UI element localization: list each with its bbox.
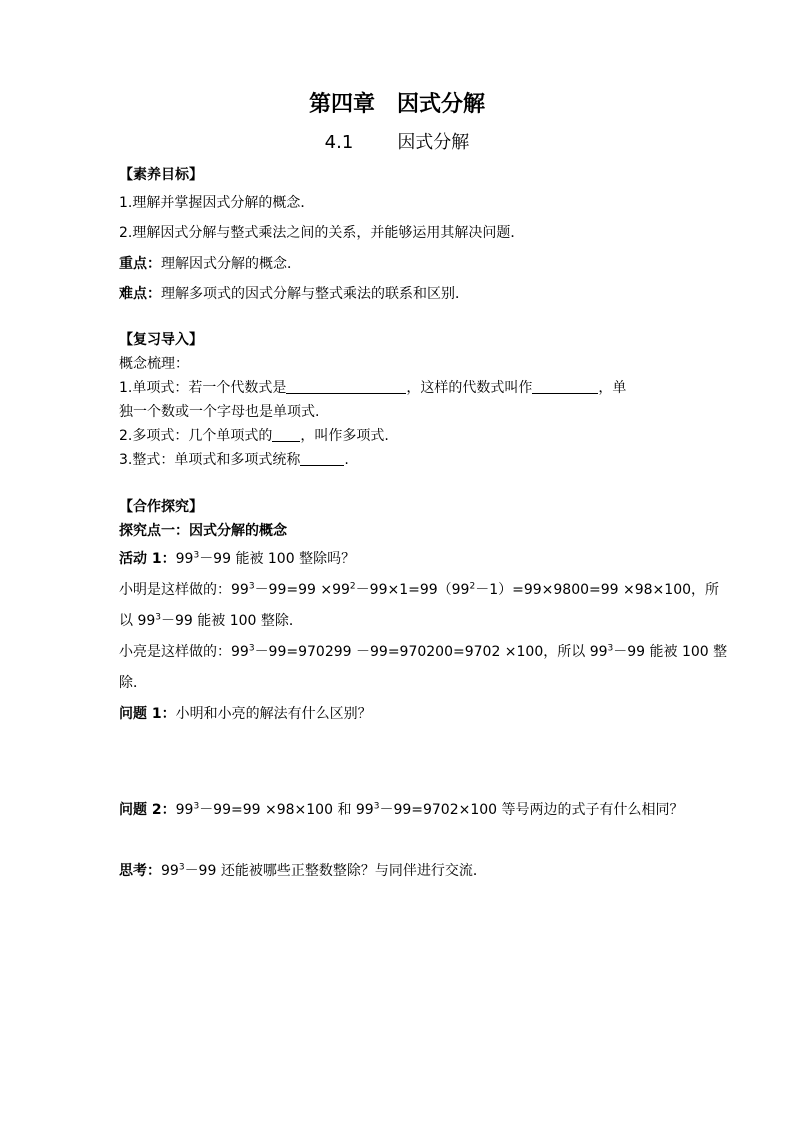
think-label: 思考：	[119, 863, 161, 879]
ming-solution-cont	[119, 611, 679, 631]
liang-solution-cont: 除．	[119, 675, 147, 691]
review-line-3	[119, 450, 679, 470]
ming2-text-a: 以 99	[119, 613, 156, 629]
activity-text-b: －99 能被 100 整除吗？	[199, 551, 356, 567]
goal-item-2: 2.理解因式分解与整式乘法之间的关系，并能够运用其解决问题．	[119, 225, 525, 241]
blank-2[interactable]	[532, 378, 598, 394]
exponent: 3	[373, 801, 380, 812]
review-line-1-text-b: ，这样的代数式叫作	[406, 380, 533, 396]
liang-solution	[119, 642, 728, 662]
ming-text-c: －99×1=99（99	[355, 582, 470, 598]
blank-1[interactable]	[286, 378, 406, 394]
think-text-b: －99 还能被哪些正整数整除？与同伴进行交流．	[184, 863, 487, 879]
chapter-title: 第四章 因式分解	[308, 92, 485, 117]
question-1-text: 小明和小亮的解法有什么区别？	[175, 706, 372, 722]
think-prompt	[119, 861, 679, 881]
ming-solution	[119, 580, 720, 600]
activity-text-a: 99	[175, 551, 194, 567]
ming-text-d: －1）=99×9800=99 ×98×100，所	[475, 582, 720, 598]
exponent: 3	[248, 643, 255, 654]
review-intro: 概念梳理：	[119, 356, 189, 372]
section-heading	[0, 130, 794, 156]
explore-point-1: 探究点一：因式分解的概念	[119, 523, 287, 539]
question-2	[119, 800, 684, 820]
review-heading: 【复习导入】	[119, 332, 203, 348]
liang-text-b: －99=970299 －99=970200=9702 ×100，所以 99	[254, 644, 608, 660]
exponent: 3	[155, 612, 161, 623]
question-2-text-b: －99=99 ×98×100 和 99	[199, 802, 374, 818]
review-line-2-text: 2.多项式：几个单项式的	[119, 428, 273, 444]
blank-3[interactable]	[272, 426, 300, 442]
review-line-3-text-b: .	[344, 452, 349, 468]
review-line-1-cont: 独一个数或一个字母也是单项式.	[119, 404, 320, 420]
difficulty-label: 难点：	[119, 286, 161, 302]
liang-text-a: 小亮是这样做的：99	[119, 644, 249, 660]
question-2-text-a: 99	[175, 802, 194, 818]
exponent: 3	[193, 801, 200, 812]
goal-item-1: 1.理解并掌握因式分解的概念．	[119, 195, 315, 211]
exponent: 3	[178, 862, 185, 873]
question-2-label: 问题 2：	[119, 802, 176, 818]
key-label: 重点：	[119, 256, 161, 272]
ming2-text-b: －99 能被 100 整除．	[161, 613, 303, 629]
activity-label: 活动 1：	[119, 551, 176, 567]
think-text-a: 99	[161, 863, 179, 879]
activity-1	[119, 549, 679, 569]
review-line-1-text: 1.单项式：若一个代数式是	[119, 380, 287, 396]
section-number: 4.1	[324, 132, 354, 153]
question-2-text-c: －99=9702×100 等号两边的式子有什么相同？	[379, 802, 684, 818]
goals-heading: 【素养目标】	[119, 167, 203, 183]
exponent: 2	[349, 581, 356, 592]
review-line-3-text: 3.整式：单项式和多项式统称	[119, 452, 301, 468]
key-text: 理解因式分解的概念．	[161, 256, 301, 272]
blank-4[interactable]	[300, 450, 344, 466]
review-line-1	[119, 378, 679, 398]
liang-text-c: －99 能被 100 整	[613, 644, 728, 660]
difficulty-text: 理解多项式的因式分解与整式乘法的联系和区别．	[161, 286, 469, 302]
question-1-label: 问题 1：	[119, 706, 176, 722]
question-1	[119, 704, 679, 724]
section-title: 因式分解	[397, 132, 470, 153]
difficulty-point	[119, 284, 679, 304]
ming-text-a: 小明是这样做的：99	[119, 582, 249, 598]
exponent: 2	[469, 581, 476, 592]
ming-text-b: －99=99 ×99	[254, 582, 350, 598]
review-line-1-text-c: ，单	[598, 380, 627, 396]
key-point	[119, 254, 679, 274]
exponent: 3	[607, 643, 614, 654]
explore-heading: 【合作探究】	[119, 499, 203, 515]
review-line-2-text-b: ，叫作多项式.	[300, 428, 389, 444]
exponent: 3	[193, 550, 200, 561]
exponent: 3	[248, 581, 255, 592]
review-line-2	[119, 426, 679, 446]
